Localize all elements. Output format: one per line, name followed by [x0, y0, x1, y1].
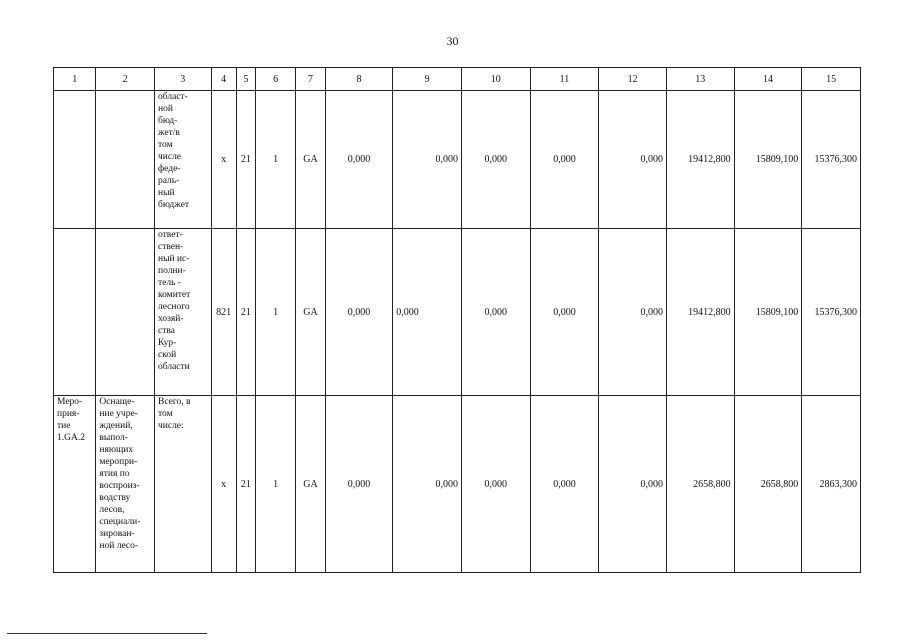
column-header: 3 [154, 68, 211, 91]
column-header: 2 [96, 68, 155, 91]
page-number: 30 [446, 34, 459, 48]
table-row [54, 91, 861, 229]
column-header: 14 [734, 68, 802, 91]
table-cell: 0,000 [393, 396, 462, 573]
table-cell: 0,000 [530, 396, 599, 573]
table-cell: 0,000 [461, 229, 530, 396]
table-cell: 15809,100 [734, 229, 802, 396]
table-cell: GA [296, 396, 325, 573]
table-cell: 0,000 [461, 91, 530, 229]
table-cell: х [211, 396, 236, 573]
table-cell [96, 91, 155, 229]
table-cell: 21 [236, 91, 255, 229]
table-cell [96, 229, 155, 396]
table-cell [54, 91, 96, 229]
column-header: 11 [530, 68, 599, 91]
table-cell: Меро- прия- тие 1.GA.2 [54, 396, 96, 573]
column-header: 5 [236, 68, 255, 91]
table-cell: GA [296, 91, 325, 229]
column-header: 15 [802, 68, 861, 91]
column-header: 8 [325, 68, 393, 91]
column-header: 6 [255, 68, 295, 91]
column-header: 13 [666, 68, 734, 91]
table-cell: 19412,800 [666, 229, 734, 396]
header-row [54, 68, 861, 91]
column-header: 10 [461, 68, 530, 91]
table-cell: 21 [236, 396, 255, 573]
table-cell: 1 [255, 396, 295, 573]
table-cell: 0,000 [393, 229, 462, 396]
table-cell: 0,000 [393, 91, 462, 229]
table-cell: 2863,300 [802, 396, 861, 573]
table-cell: 0,000 [325, 91, 393, 229]
table-cell: 19412,800 [666, 91, 734, 229]
table-cell: 0,000 [599, 396, 667, 573]
column-header: 12 [599, 68, 667, 91]
table-cell: 1 [255, 91, 295, 229]
table-row [54, 229, 861, 396]
budget-table [53, 67, 861, 573]
table-cell: 0,000 [530, 229, 599, 396]
table-cell: 0,000 [325, 229, 393, 396]
column-header: 4 [211, 68, 236, 91]
table-cell: 15809,100 [734, 91, 802, 229]
table-cell: Всего, в том числе: [154, 396, 211, 573]
table-cell: 0,000 [599, 229, 667, 396]
table-cell: 21 [236, 229, 255, 396]
table-cell: 2658,800 [666, 396, 734, 573]
table-cell: 821 [211, 229, 236, 396]
table-cell: 0,000 [599, 91, 667, 229]
table-row [54, 396, 861, 573]
table-cell: 15376,300 [802, 229, 861, 396]
table-cell: Оснаще- ние учре- ждений, выпол- няющих меропри- ятия по воспроиз- водству лесов, специали- зирован- ной лесо- [96, 396, 155, 573]
column-header: 1 [54, 68, 96, 91]
table-cell: 2658,800 [734, 396, 802, 573]
table-cell: ответ- ствен- ный ис- полни- тель - комитет лесного хозяй- ства Кур- ской области [154, 229, 211, 396]
table-cell [54, 229, 96, 396]
column-header: 7 [296, 68, 325, 91]
table-cell: 15376,300 [802, 91, 861, 229]
column-header: 9 [393, 68, 462, 91]
footnote-separator [7, 633, 207, 634]
table-cell: 0,000 [325, 396, 393, 573]
table-cell: 0,000 [461, 396, 530, 573]
table-cell: х [211, 91, 236, 229]
table-cell: GA [296, 229, 325, 396]
table-cell: 1 [255, 229, 295, 396]
table-cell: 0,000 [530, 91, 599, 229]
table-cell: област- ной бюд- жет/в том числе феде- раль- ный бюджет [154, 91, 211, 229]
